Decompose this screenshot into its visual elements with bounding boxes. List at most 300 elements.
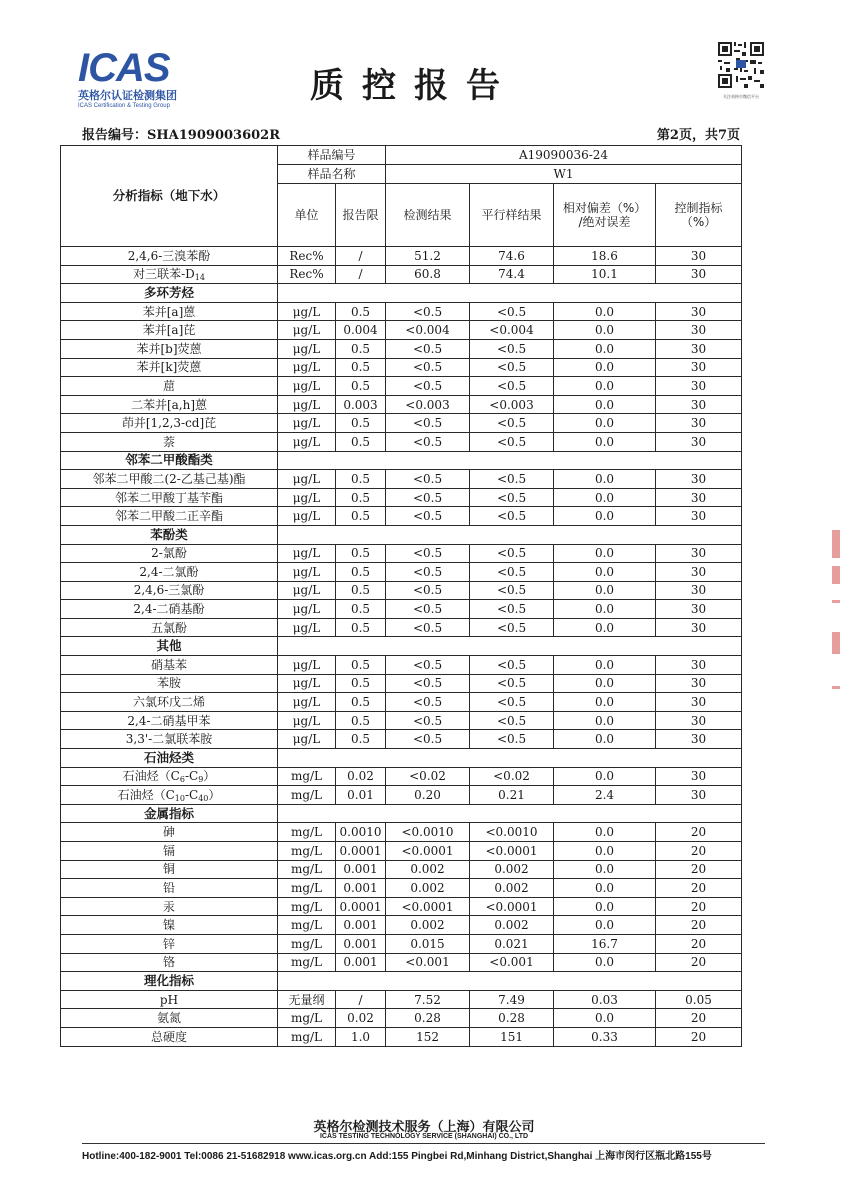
analyte-name	[61, 656, 278, 675]
unit-cell: mg/L	[278, 823, 336, 842]
parallel-cell: 0.002	[470, 860, 554, 879]
table-row	[61, 786, 742, 805]
category-row	[61, 972, 742, 991]
report-limit-cell: 0.5	[336, 470, 386, 489]
control-cell: 20	[656, 879, 742, 898]
analyte-name	[61, 879, 278, 898]
report-limit-cell: 0.5	[336, 656, 386, 675]
table-row	[61, 674, 742, 693]
result-cell: <0.5	[386, 618, 470, 637]
category-label: 其他	[61, 637, 278, 656]
page-title: 质控报告	[310, 66, 518, 106]
analyte-name	[61, 339, 278, 358]
deviation-cell: 0.0	[554, 358, 656, 377]
report-limit-cell: 0.0010	[336, 823, 386, 842]
qc-table	[60, 145, 742, 1047]
deviation-cell: 0.0	[554, 860, 656, 879]
analyte-text: 䓛	[162, 378, 175, 393]
category-row	[61, 525, 742, 544]
unit-cell: mg/L	[278, 934, 336, 953]
unit-cell: μg/L	[278, 730, 336, 749]
category-fill	[278, 749, 742, 768]
parallel-cell: <0.5	[470, 674, 554, 693]
qr-code-icon	[718, 42, 764, 88]
deviation-cell: 0.0	[554, 488, 656, 507]
stamp-edge-mark	[832, 566, 840, 584]
parallel-cell: <0.02	[470, 767, 554, 786]
control-cell: 30	[656, 414, 742, 433]
unit-cell: μg/L	[278, 321, 336, 340]
table-row	[61, 247, 742, 266]
sample-no-row	[61, 146, 742, 165]
analyte-text: 二苯并[a,h]蒽	[130, 397, 208, 412]
analyte-text: 3,3'-二氯联苯胺	[125, 732, 213, 747]
report-limit-cell: 0.5	[336, 544, 386, 563]
analyte-name	[61, 581, 278, 600]
analyte-subscript: 40	[198, 794, 209, 804]
report-limit-cell: 0.01	[336, 786, 386, 805]
result-cell: <0.5	[386, 507, 470, 526]
deviation-cell: 0.0	[554, 414, 656, 433]
analyte-text: -C	[184, 788, 199, 803]
control-cell: 30	[656, 730, 742, 749]
table-row	[61, 321, 742, 340]
result-cell: <0.5	[386, 581, 470, 600]
analyte-text: pH	[159, 992, 179, 1007]
table-row	[61, 302, 742, 321]
analyte-name	[61, 507, 278, 526]
parallel-cell: <0.003	[470, 395, 554, 414]
deviation-cell: 0.0	[554, 767, 656, 786]
result-cell: <0.5	[386, 358, 470, 377]
table-row	[61, 730, 742, 749]
result-cell: <0.5	[386, 563, 470, 582]
footer-company-en: ICAS TESTING TECHNOLOGY SERVICE (SHANGHAI) CO., LTD	[319, 1133, 529, 1140]
category-label: 邻苯二甲酸酯类	[61, 451, 278, 470]
report-limit-cell: 0.5	[336, 563, 386, 582]
report-limit-cell: 0.001	[336, 953, 386, 972]
category-label: 理化指标	[61, 972, 278, 991]
deviation-cell: 0.33	[554, 1027, 656, 1046]
analyte-text: 苯并[k]荧蒽	[136, 360, 202, 375]
result-cell: <0.5	[386, 656, 470, 675]
stamp-edge-mark	[832, 600, 840, 603]
analyte-name	[61, 395, 278, 414]
analyte-name	[61, 767, 278, 786]
control-cell: 30	[656, 693, 742, 712]
analyte-subscript: 6	[179, 775, 185, 785]
analyte-subscript: 14	[194, 273, 205, 283]
analyte-name	[61, 618, 278, 637]
parallel-cell: <0.5	[470, 339, 554, 358]
sample-no-label: 样品编号	[278, 146, 386, 165]
result-cell: <0.5	[386, 674, 470, 693]
analyte-text: 总硬度	[150, 1029, 187, 1044]
result-cell: <0.003	[386, 395, 470, 414]
unit-cell: mg/L	[278, 916, 336, 935]
analyte-text: 苯并[a]蒽	[142, 304, 196, 319]
unit-cell: μg/L	[278, 488, 336, 507]
deviation-cell: 0.0	[554, 711, 656, 730]
deviation-cell: 0.0	[554, 339, 656, 358]
deviation-cell: 0.0	[554, 432, 656, 451]
unit-cell: mg/L	[278, 767, 336, 786]
unit-cell: μg/L	[278, 432, 336, 451]
control-cell: 30	[656, 544, 742, 563]
control-cell: 30	[656, 339, 742, 358]
analyte-text: 铅	[162, 880, 175, 895]
report-limit-cell: 0.001	[336, 934, 386, 953]
deviation-cell: 0.0	[554, 897, 656, 916]
deviation-cell: 0.0	[554, 953, 656, 972]
footer-divider	[82, 1143, 765, 1144]
unit-cell: μg/L	[278, 395, 336, 414]
analyte-name	[61, 488, 278, 507]
analyte-text: -C	[184, 769, 199, 784]
category-fill	[278, 284, 742, 303]
report-limit-cell: 0.5	[336, 432, 386, 451]
report-limit-cell: 0.5	[336, 488, 386, 507]
deviation-cell: 0.0	[554, 879, 656, 898]
analyte-text: 镉	[162, 843, 175, 858]
parallel-cell: <0.5	[470, 432, 554, 451]
table-row	[61, 897, 742, 916]
category-fill	[278, 525, 742, 544]
table-row	[61, 507, 742, 526]
control-cell: 30	[656, 618, 742, 637]
analyte-text: 铬	[162, 955, 175, 970]
table-row	[61, 544, 742, 563]
control-cell: 30	[656, 470, 742, 489]
deviation-cell: 18.6	[554, 247, 656, 266]
result-cell: <0.5	[386, 544, 470, 563]
footer-contact: Hotline:400-182-9001 Tel:0086 21-51682918 www.icas.org.cn Add:155 Pingbei Rd,Minhang District,Shanghai 上海市闵行区瓶北路155号	[82, 1151, 712, 1162]
parallel-cell: <0.5	[470, 711, 554, 730]
logo-en-name: ICAS Certification & Testing Group	[78, 103, 170, 109]
result-cell: <0.5	[386, 339, 470, 358]
analyte-name	[61, 730, 278, 749]
report-limit-cell: 0.02	[336, 1009, 386, 1028]
control-cell: 30	[656, 767, 742, 786]
unit-cell: μg/L	[278, 656, 336, 675]
parallel-cell: <0.004	[470, 321, 554, 340]
control-cell: 30	[656, 674, 742, 693]
parallel-cell: <0.001	[470, 953, 554, 972]
category-label: 多环芳烃	[61, 284, 278, 303]
analyte-text: 锌	[162, 936, 175, 951]
parallel-cell: <0.5	[470, 693, 554, 712]
report-limit-cell: 0.004	[336, 321, 386, 340]
analyte-text: 2,4,6-三氯酚	[133, 583, 205, 598]
table-row	[61, 395, 742, 414]
parallel-cell: <0.5	[470, 600, 554, 619]
deviation-cell: 0.0	[554, 302, 656, 321]
analyte-name	[61, 302, 278, 321]
icas-logo	[78, 48, 198, 110]
unit-cell: μg/L	[278, 339, 336, 358]
analyte-text: 六氯环戊二烯	[132, 695, 205, 710]
col-report-limit: 报告限	[336, 184, 386, 247]
control-cell: 30	[656, 507, 742, 526]
report-number: 报告编号：SHA1909003602R	[82, 128, 281, 143]
unit-cell: mg/L	[278, 879, 336, 898]
parallel-cell: 0.28	[470, 1009, 554, 1028]
parallel-cell: 74.6	[470, 247, 554, 266]
analyte-text: 2,4,6-三溴苯酚	[127, 248, 211, 263]
unit-cell: mg/L	[278, 842, 336, 861]
result-cell: <0.5	[386, 600, 470, 619]
result-cell: 0.28	[386, 1009, 470, 1028]
analyte-name	[61, 414, 278, 433]
analyte-name	[61, 990, 278, 1009]
parallel-cell: 0.002	[470, 916, 554, 935]
analyte-name	[61, 377, 278, 396]
control-cell: 30	[656, 321, 742, 340]
result-cell: <0.001	[386, 953, 470, 972]
table-row	[61, 711, 742, 730]
table-row	[61, 860, 742, 879]
control-cell: 20	[656, 1009, 742, 1028]
unit-cell: μg/L	[278, 358, 336, 377]
parallel-cell: 0.021	[470, 934, 554, 953]
control-cell: 0.05	[656, 990, 742, 1009]
unit-cell: μg/L	[278, 563, 336, 582]
result-cell: <0.0001	[386, 842, 470, 861]
control-cell: 20	[656, 842, 742, 861]
report-limit-cell: 0.001	[336, 916, 386, 935]
stamp-edge-mark	[832, 632, 840, 654]
deviation-cell: 10.1	[554, 265, 656, 284]
control-cell: 30	[656, 265, 742, 284]
control-cell: 30	[656, 432, 742, 451]
col-parallel: 平行样结果	[470, 184, 554, 247]
deviation-cell: 0.0	[554, 600, 656, 619]
control-cell: 30	[656, 302, 742, 321]
unit-cell: mg/L	[278, 1027, 336, 1046]
analyte-name	[61, 265, 278, 284]
table-row	[61, 339, 742, 358]
parallel-cell: <0.5	[470, 488, 554, 507]
table-row	[61, 916, 742, 935]
deviation-cell: 0.0	[554, 563, 656, 582]
report-limit-cell: 0.003	[336, 395, 386, 414]
result-cell: <0.5	[386, 730, 470, 749]
analyte-text: ）	[203, 769, 216, 784]
analyte-text: 硝基苯	[150, 657, 187, 672]
parallel-cell: <0.5	[470, 414, 554, 433]
analyte-text: 砷	[162, 825, 175, 840]
report-limit-cell: 0.5	[336, 507, 386, 526]
parallel-cell: 7.49	[470, 990, 554, 1009]
deviation-cell: 0.0	[554, 674, 656, 693]
table-row	[61, 1009, 742, 1028]
analyte-text: 氨氮	[156, 1011, 181, 1026]
analyte-text: 五氯酚	[150, 620, 187, 635]
unit-cell: μg/L	[278, 674, 336, 693]
unit-cell: Rec%	[278, 247, 336, 266]
deviation-cell: 0.0	[554, 916, 656, 935]
table-row	[61, 656, 742, 675]
parallel-cell: 151	[470, 1027, 554, 1046]
unit-cell: μg/L	[278, 544, 336, 563]
report-limit-cell: 0.001	[336, 860, 386, 879]
table-row	[61, 953, 742, 972]
table-row	[61, 767, 742, 786]
unit-cell: mg/L	[278, 897, 336, 916]
table-row	[61, 823, 742, 842]
unit-cell: μg/L	[278, 618, 336, 637]
footer-company-cn: 英格尔检测技术服务（上海）有限公司	[313, 1120, 535, 1135]
parallel-cell: <0.5	[470, 544, 554, 563]
category-row	[61, 749, 742, 768]
col-deviation	[554, 184, 656, 247]
result-cell: <0.5	[386, 488, 470, 507]
result-cell: <0.004	[386, 321, 470, 340]
unit-cell: μg/L	[278, 600, 336, 619]
unit-cell: 无量纲	[278, 990, 336, 1009]
col-deviation-line2: /绝对误差	[578, 215, 631, 229]
table-row	[61, 358, 742, 377]
control-cell: 30	[656, 581, 742, 600]
report-limit-cell: 0.5	[336, 618, 386, 637]
analyte-text: 苯胺	[156, 676, 181, 691]
report-limit-cell: 0.5	[336, 581, 386, 600]
unit-cell: μg/L	[278, 507, 336, 526]
analyte-name	[61, 674, 278, 693]
control-cell: 30	[656, 358, 742, 377]
control-cell: 30	[656, 600, 742, 619]
category-fill	[278, 637, 742, 656]
result-cell: <0.5	[386, 470, 470, 489]
deviation-cell: 0.0	[554, 544, 656, 563]
category-fill	[278, 451, 742, 470]
table-row	[61, 581, 742, 600]
analyte-name	[61, 358, 278, 377]
unit-cell: μg/L	[278, 414, 336, 433]
stamp-edge-mark	[832, 686, 840, 689]
parallel-cell: <0.0001	[470, 897, 554, 916]
table-row	[61, 990, 742, 1009]
control-cell: 20	[656, 897, 742, 916]
deviation-cell: 0.0	[554, 581, 656, 600]
parallel-cell: <0.5	[470, 470, 554, 489]
result-cell: 0.015	[386, 934, 470, 953]
result-cell: 152	[386, 1027, 470, 1046]
table-row	[61, 618, 742, 637]
report-limit-cell: 0.5	[336, 693, 386, 712]
logo-cn-name: 英格尔认证检测集团	[78, 89, 177, 102]
result-cell: <0.0010	[386, 823, 470, 842]
analyte-text: 茚并[1,2,3-cd]芘	[121, 416, 217, 431]
control-cell: 20	[656, 934, 742, 953]
parallel-cell: 74.4	[470, 265, 554, 284]
result-cell: 0.002	[386, 916, 470, 935]
parallel-cell: 0.21	[470, 786, 554, 805]
result-cell: 0.20	[386, 786, 470, 805]
control-cell: 30	[656, 786, 742, 805]
report-limit-cell: 0.02	[336, 767, 386, 786]
category-row	[61, 637, 742, 656]
category-label: 石油烃类	[61, 749, 278, 768]
table-row	[61, 600, 742, 619]
analysis-header: 分析指标（地下水）	[61, 146, 278, 247]
analyte-name	[61, 563, 278, 582]
category-label: 金属指标	[61, 804, 278, 823]
analyte-text: 邻苯二甲酸二(2-乙基己基)酯	[92, 471, 246, 486]
analyte-name	[61, 860, 278, 879]
result-cell: <0.5	[386, 693, 470, 712]
analyte-text: 邻苯二甲酸丁基苄酯	[114, 490, 223, 505]
report-limit-cell: 0.5	[336, 377, 386, 396]
deviation-cell: 0.0	[554, 842, 656, 861]
analyte-name	[61, 953, 278, 972]
parallel-cell: <0.5	[470, 730, 554, 749]
sample-no-value: A19090036-24	[386, 146, 742, 165]
report-limit-cell: 0.0001	[336, 897, 386, 916]
analyte-name	[61, 786, 278, 805]
analyte-text: 对三联苯-D	[133, 267, 195, 282]
deviation-cell: 16.7	[554, 934, 656, 953]
analyte-name	[61, 916, 278, 935]
deviation-cell: 0.0	[554, 507, 656, 526]
analyte-text: 邻苯二甲酸二正辛酯	[114, 509, 223, 524]
deviation-cell: 0.0	[554, 823, 656, 842]
report-limit-cell: 0.5	[336, 302, 386, 321]
result-cell: 51.2	[386, 247, 470, 266]
result-cell: <0.5	[386, 432, 470, 451]
parallel-cell: <0.5	[470, 563, 554, 582]
unit-cell: mg/L	[278, 1009, 336, 1028]
qr-caption: 关注英格尔微信平台	[723, 94, 759, 99]
deviation-cell: 0.0	[554, 693, 656, 712]
analyte-name	[61, 600, 278, 619]
table-row	[61, 879, 742, 898]
deviation-cell: 0.0	[554, 395, 656, 414]
analyte-text: 2,4-二硝基甲苯	[127, 713, 211, 728]
parallel-cell: <0.5	[470, 656, 554, 675]
analyte-name	[61, 711, 278, 730]
report-limit-cell: 1.0	[336, 1027, 386, 1046]
unit-cell: μg/L	[278, 711, 336, 730]
analyte-name	[61, 432, 278, 451]
analyte-text: 石油烃（C	[117, 788, 175, 803]
control-cell: 30	[656, 377, 742, 396]
result-cell: 7.52	[386, 990, 470, 1009]
parallel-cell: <0.0010	[470, 823, 554, 842]
analyte-name	[61, 934, 278, 953]
report-limit-cell: /	[336, 247, 386, 266]
analyte-name	[61, 247, 278, 266]
table-row	[61, 693, 742, 712]
category-fill	[278, 972, 742, 991]
analyte-text: 萘	[162, 434, 175, 449]
report-limit-cell: 0.5	[336, 711, 386, 730]
unit-cell: mg/L	[278, 786, 336, 805]
analyte-text: 镍	[162, 918, 175, 933]
control-cell: 20	[656, 1027, 742, 1046]
parallel-cell: <0.5	[470, 618, 554, 637]
table-row	[61, 488, 742, 507]
report-limit-cell: /	[336, 265, 386, 284]
table-row	[61, 934, 742, 953]
page-number: 第2页，共7页	[656, 128, 740, 143]
deviation-cell: 0.0	[554, 618, 656, 637]
stamp-edge-mark	[832, 530, 840, 558]
deviation-cell: 0.0	[554, 377, 656, 396]
analyte-name	[61, 1009, 278, 1028]
deviation-cell: 0.03	[554, 990, 656, 1009]
result-cell: 60.8	[386, 265, 470, 284]
